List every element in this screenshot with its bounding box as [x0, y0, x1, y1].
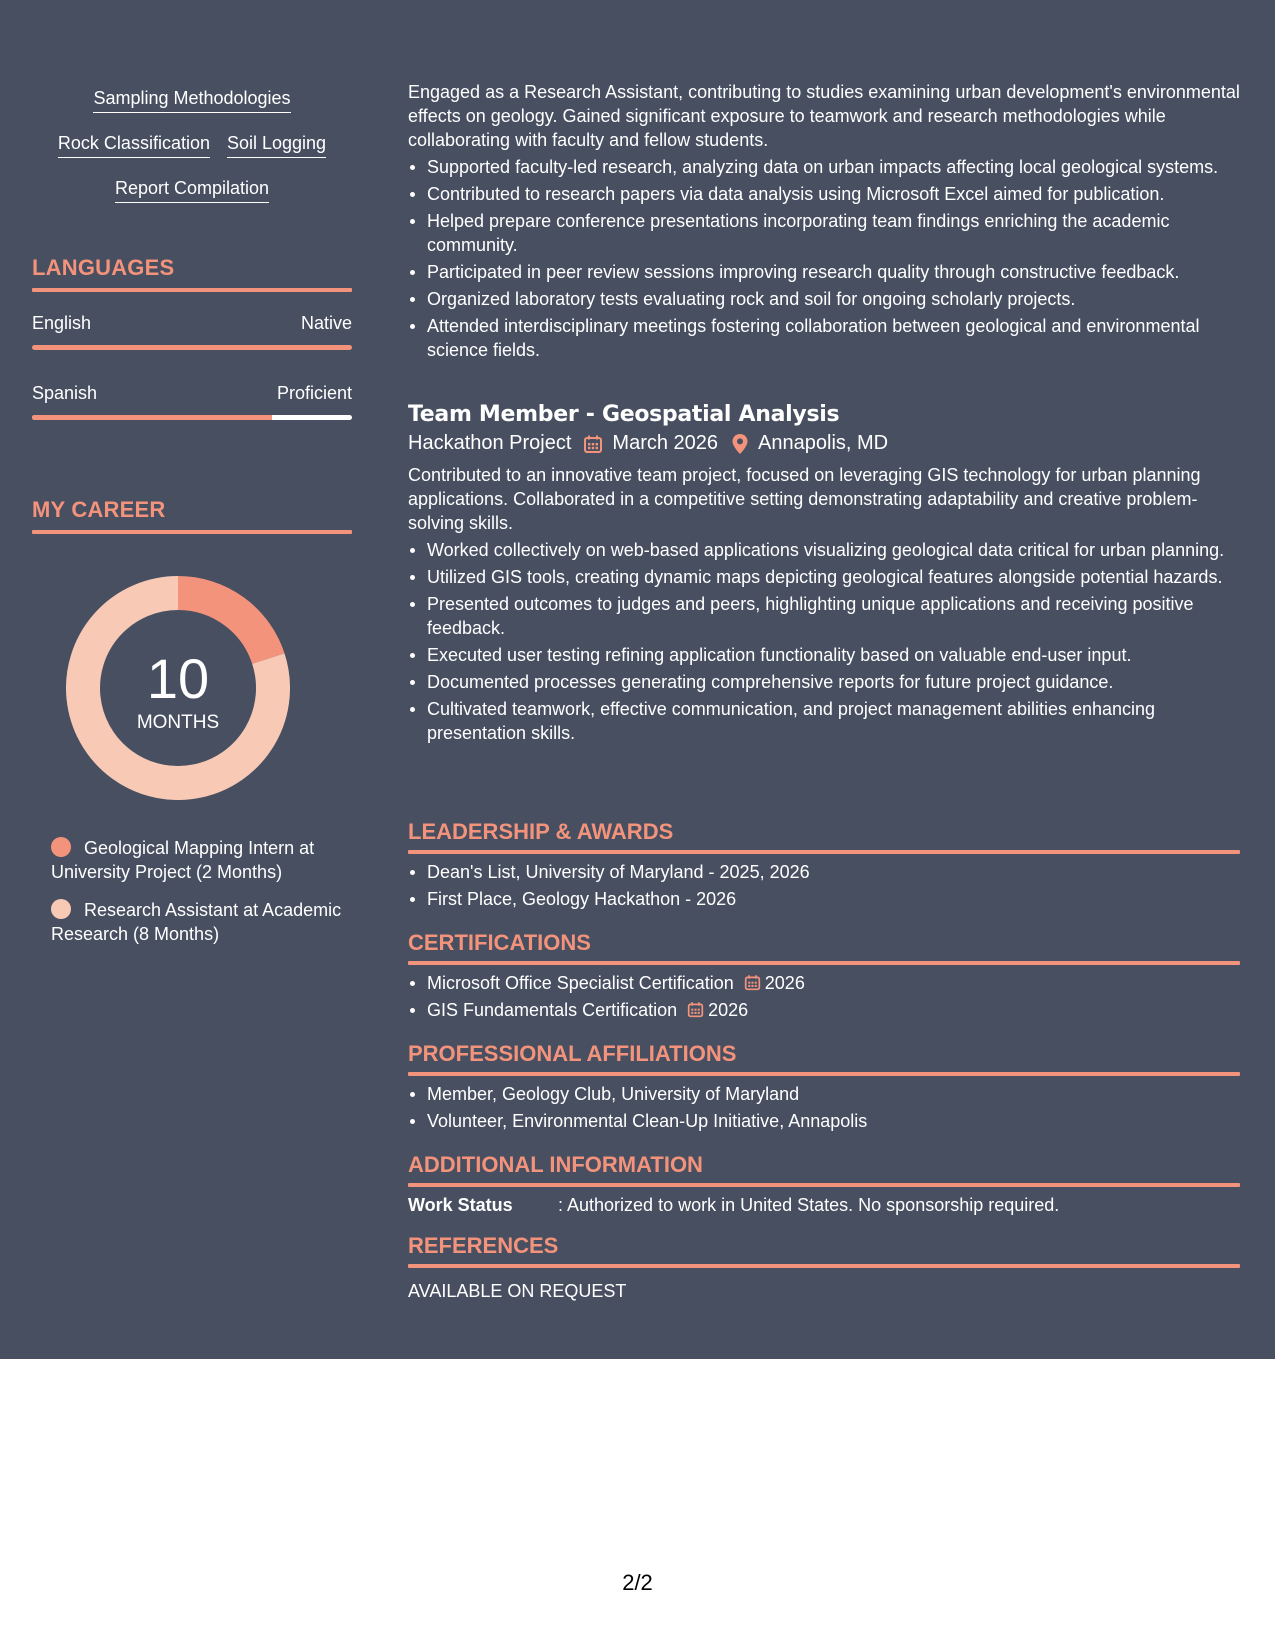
legend-dot	[51, 899, 71, 919]
affiliation-item: Volunteer, Environmental Clean-Up Initiative, Annapolis	[408, 1109, 1240, 1133]
certification-name: GIS Fundamentals Certification	[427, 1000, 678, 1020]
references-title: REFERENCES	[408, 1233, 559, 1258]
bullet-item: Documented processes generating comprehensive reports for future project guidance.	[408, 670, 1240, 694]
career-total-unit: MONTHS	[136, 712, 220, 733]
award-item: First Place, Geology Hackathon - 2026	[408, 887, 1240, 911]
bullet-item: Worked collectively on web-based applications visualizing geological data critical for urban planning.	[408, 538, 1240, 562]
bullet-item: Contributed to research papers via data analysis using Microsoft Excel aimed for publication.	[408, 182, 1240, 206]
certifications-title: CERTIFICATIONS	[408, 930, 591, 955]
language-bar-fill	[32, 415, 272, 420]
work-status-value: : Authorized to work in United States. No sponsorship required.	[558, 1195, 1060, 1215]
job-location: Annapolis, MD	[758, 432, 889, 454]
skill-tag: Rock Classification	[58, 133, 210, 158]
experience-bullets	[408, 155, 1240, 362]
career-rule	[32, 530, 352, 534]
language-bar-fill	[32, 345, 352, 350]
legend-label: Geological Mapping Intern at University Project (2 Months)	[51, 838, 315, 882]
additional-title: ADDITIONAL INFORMATION	[408, 1152, 703, 1177]
language-level: Native	[300, 313, 352, 333]
bullet-item: Helped prepare conference presentations incorporating team findings enriching the academic community.	[408, 209, 1240, 257]
skill-tag: Report Compilation	[115, 178, 269, 203]
career-legend-item	[51, 836, 351, 884]
languages-title: LANGUAGES	[32, 255, 175, 280]
job-meta	[408, 432, 1240, 455]
bullet-item: Supported faculty-led research, analyzing data on urban impacts affecting local geological systems.	[408, 155, 1240, 179]
certification-item	[408, 998, 1240, 1022]
language-name: English	[32, 313, 92, 333]
bullet-item: Utilized GIS tools, creating dynamic maps depicting geological features alongside potential hazards.	[408, 565, 1240, 589]
location-pin-icon	[731, 433, 749, 455]
certifications-section	[408, 930, 1240, 1022]
affiliation-item: Member, Geology Club, University of Maryland	[408, 1082, 1240, 1106]
leadership-list	[408, 860, 1240, 911]
bullet-item: Cultivated teamwork, effective communication, and project management abilities enhancing presentation skills.	[408, 697, 1240, 745]
bullet-item: Participated in peer review sessions improving research quality through constructive feedback.	[408, 260, 1240, 284]
affiliations-title: PROFESSIONAL AFFILIATIONS	[408, 1041, 737, 1066]
bullet-item: Executed user testing refining application functionality based on valuable end-user input.	[408, 643, 1240, 667]
certification-year: 2026	[764, 973, 805, 993]
references-rule	[408, 1264, 1240, 1268]
language-bar	[32, 415, 352, 420]
legend-dot	[51, 837, 71, 857]
language-level: Proficient	[276, 383, 352, 403]
work-status-label: Work Status	[408, 1195, 513, 1215]
additional-rule	[408, 1183, 1240, 1187]
bullet-item: Organized laboratory tests evaluating rock and soil for ongoing scholarly projects.	[408, 287, 1240, 311]
certifications-list	[408, 971, 1240, 1022]
references-section	[408, 1233, 1240, 1303]
languages-rule	[32, 288, 352, 292]
leadership-title: LEADERSHIP & AWARDS	[408, 819, 674, 844]
calendar-icon	[744, 974, 761, 991]
affiliations-rule	[408, 1072, 1240, 1076]
references-text: AVAILABLE ON REQUEST	[408, 1281, 627, 1301]
affiliations-section	[408, 1041, 1240, 1133]
job-organization: Hackathon Project	[408, 432, 572, 454]
career-donut-chart	[66, 576, 290, 800]
language-item-english	[32, 313, 352, 334]
language-bar	[32, 345, 352, 350]
leadership-rule	[408, 850, 1240, 854]
affiliations-list	[408, 1082, 1240, 1133]
skill-tag: Sampling Methodologies	[93, 88, 290, 113]
career-section	[32, 497, 352, 534]
award-item: Dean's List, University of Maryland - 2025, 2026	[408, 860, 1240, 884]
language-name: Spanish	[32, 383, 98, 403]
experience-bullets	[408, 538, 1240, 745]
certification-year: 2026	[708, 1000, 749, 1020]
legend-label: Research Assistant at Academic Research (8 Months)	[51, 900, 342, 944]
additional-section	[408, 1152, 1240, 1216]
skills-row-3	[32, 178, 352, 203]
bullet-item: Attended interdisciplinary meetings fostering collaboration between geological and environmental science fields.	[408, 314, 1240, 362]
calendar-icon	[687, 1001, 704, 1018]
languages-section	[32, 255, 352, 292]
certification-name: Microsoft Office Specialist Certification	[427, 973, 734, 993]
leadership-section	[408, 819, 1240, 911]
page-number: 2/2	[622, 1570, 653, 1595]
language-item-spanish	[32, 383, 352, 404]
career-legend-item	[51, 898, 351, 946]
calendar-icon	[583, 434, 603, 454]
job-title: Team Member - Geospatial Analysis	[408, 402, 840, 427]
experience-hackathon	[408, 402, 1240, 745]
career-total-number: 10	[146, 647, 210, 710]
experience-summary: Engaged as a Research Assistant, contributing to studies examining urban development's environmental effects on geology. Gained significant exposure to teamwork and research methodologies while collaborating with faculty and fellow students.	[408, 82, 1240, 150]
certifications-rule	[408, 961, 1240, 965]
skills-row-2	[32, 133, 352, 158]
skill-tag: Soil Logging	[227, 133, 326, 158]
work-status-row	[408, 1195, 1240, 1216]
experience-research	[408, 80, 1240, 362]
career-title: MY CAREER	[32, 497, 166, 522]
skills-row-1	[32, 88, 352, 113]
experience-summary: Contributed to an innovative team project, focused on leveraging GIS technology for urban planning applications. Collaborated in a competitive setting demonstrating adaptability and creative problem-solving skills.	[408, 465, 1201, 533]
job-date: March 2026	[612, 432, 719, 454]
certification-item	[408, 971, 1240, 995]
bullet-item: Presented outcomes to judges and peers, highlighting unique applications and receiving positive feedback.	[408, 592, 1240, 640]
